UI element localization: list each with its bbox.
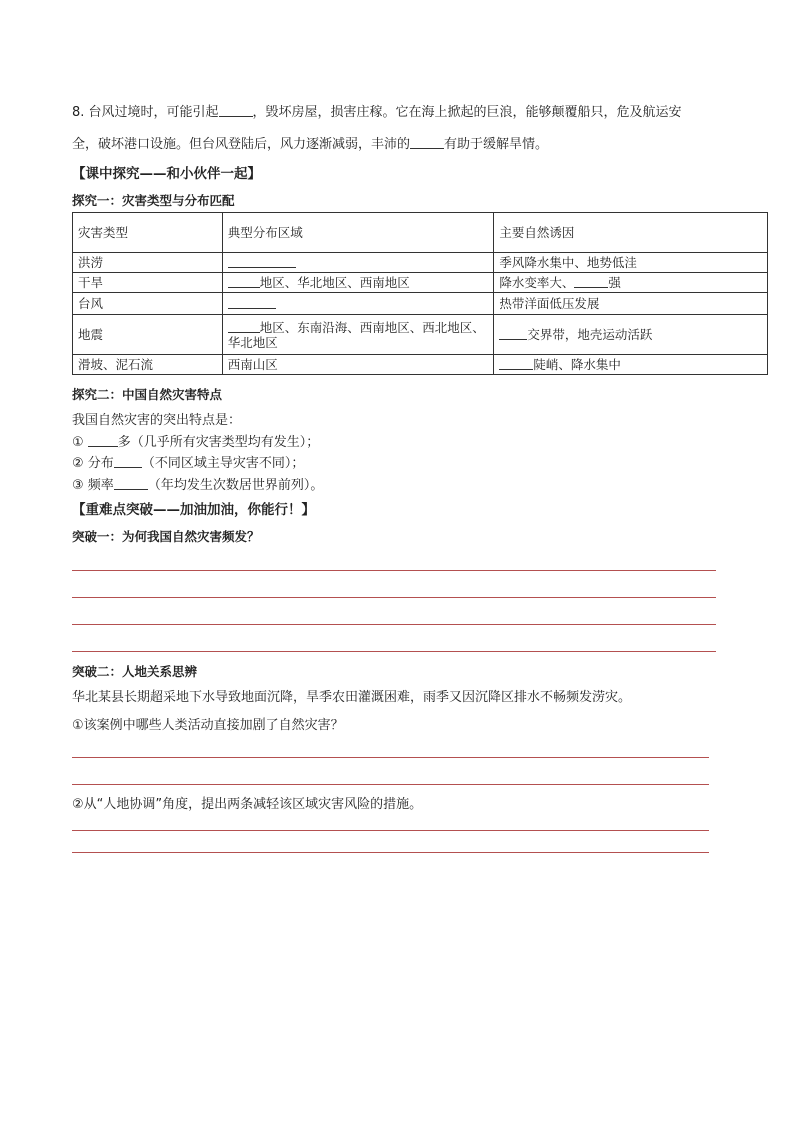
disaster-type: 干旱 xyxy=(73,273,223,293)
section-title: 【课中探究——和小伙伴一起】 xyxy=(72,166,261,182)
table-header: 典型分布区域 xyxy=(222,213,494,253)
region-cell: 地区、东南沿海、西南地区、西北地区、华北地区 xyxy=(222,315,494,355)
disaster-type: 滑坡、泥石流 xyxy=(73,355,223,375)
disaster-table xyxy=(72,212,768,375)
disaster-type: 台风 xyxy=(73,293,223,315)
intro-line-1 xyxy=(72,104,682,121)
blank-answer[interactable] xyxy=(410,136,444,149)
answer-line[interactable] xyxy=(72,852,709,853)
breakthrough-title: 突破一：为何我国自然灾害频发？ xyxy=(72,529,260,544)
explore-title: 探究一：灾害类型与分布匹配 xyxy=(72,193,235,208)
answer-line[interactable] xyxy=(72,757,709,758)
feature-intro: 我国自然灾害的突出特点是： xyxy=(72,413,242,428)
table-row xyxy=(73,315,768,355)
disaster-type: 地震 xyxy=(73,315,223,355)
blank-answer[interactable] xyxy=(228,320,260,333)
feature-item: ② 分布 （不同区域主导灾害不同）； xyxy=(72,456,305,471)
explore-title: 探究二：中国自然灾害特点 xyxy=(72,387,223,402)
table-header: 灾害类型 xyxy=(73,213,223,253)
blank-answer[interactable] xyxy=(228,275,260,288)
blank-answer[interactable] xyxy=(219,104,253,117)
answer-line[interactable] xyxy=(72,784,709,785)
blank-answer[interactable] xyxy=(114,455,142,468)
intro-text: 全，破坏港口设施。但台风登陆后，风力逐渐减弱，丰沛的 xyxy=(72,137,411,152)
answer-line[interactable] xyxy=(72,830,709,831)
question-2: ②从“人地协调”角度，提出两条减轻该区域灾害风险的措施。 xyxy=(72,797,423,812)
intro-line-2 xyxy=(72,136,548,153)
blank-answer[interactable] xyxy=(88,434,118,447)
blank-answer[interactable] xyxy=(574,275,608,288)
table-row xyxy=(73,253,768,273)
blank-answer[interactable] xyxy=(499,327,527,340)
case-text: 华北某县长期超采地下水导致地面沉降，旱季农田灌溉困难，雨季又因沉降区排水不畅频发涝灾。 xyxy=(72,690,632,705)
feature-item: ③ 频率 （年均发生次数居世界前列）。 xyxy=(72,478,324,493)
answer-line[interactable] xyxy=(72,651,716,652)
table-row xyxy=(73,293,768,315)
question-1: ①该案例中哪些人类活动直接加剧了自然灾害？ xyxy=(72,718,344,733)
answer-line[interactable] xyxy=(72,624,716,625)
section-title: 【重难点突破——加油加油，你能行！】 xyxy=(72,502,315,518)
cause-cell: 季风降水集中、地势低洼 xyxy=(494,253,768,273)
intro-text: ，毁坏房屋，损害庄稼。它在海上掀起的巨浪，能够颠覆船只，危及航运安 xyxy=(252,105,682,120)
region-cell: 地区、华北地区、西南地区 xyxy=(222,273,494,293)
region-cell: 西南山区 xyxy=(222,355,494,375)
blank-answer[interactable] xyxy=(228,296,276,309)
cause-cell: 降水变率大、 强 xyxy=(494,273,768,293)
table-row xyxy=(73,273,768,293)
cause-cell: 交界带，地壳运动活跃 xyxy=(494,315,768,355)
table-header-row xyxy=(73,213,768,253)
feature-item: ① 多（几乎所有灾害类型均有发生）； xyxy=(72,435,320,450)
region-cell xyxy=(222,253,494,273)
table-row xyxy=(73,355,768,375)
intro-text: 8. 台风过境时，可能引起 xyxy=(72,105,219,120)
cause-cell: 热带洋面低压发展 xyxy=(494,293,768,315)
blank-answer[interactable] xyxy=(499,357,533,370)
cause-cell: 陡峭、降水集中 xyxy=(494,355,768,375)
answer-line[interactable] xyxy=(72,597,716,598)
blank-answer[interactable] xyxy=(114,477,148,490)
intro-text: 有助于缓解旱情。 xyxy=(444,137,549,152)
table-header: 主要自然诱因 xyxy=(494,213,768,253)
blank-answer[interactable] xyxy=(228,255,296,268)
answer-line[interactable] xyxy=(72,570,716,571)
breakthrough-title: 突破二：人地关系思辨 xyxy=(72,664,198,679)
disaster-type: 洪涝 xyxy=(73,253,223,273)
region-cell xyxy=(222,293,494,315)
